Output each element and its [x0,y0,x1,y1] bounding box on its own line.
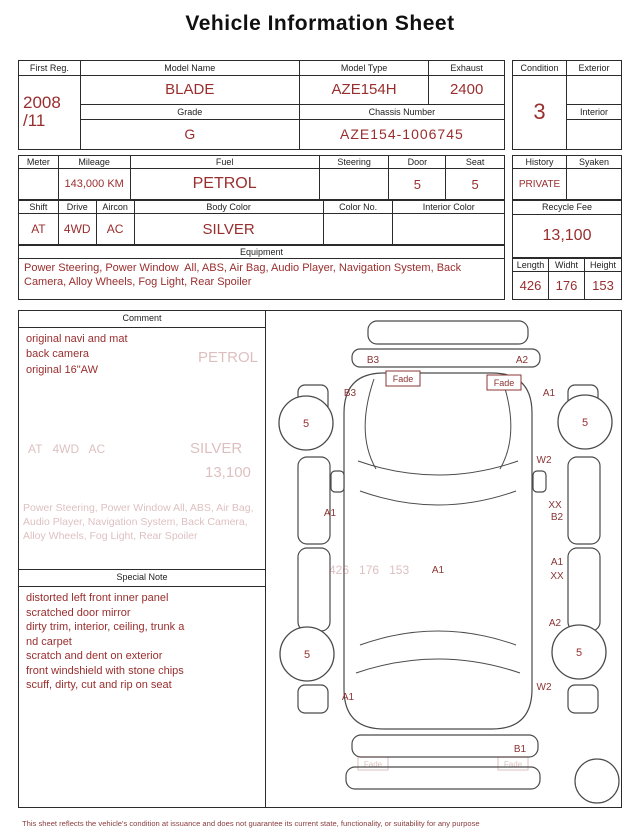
ghost-height: 153 [389,563,410,577]
damage-label-fade-ghost: Fade [503,760,523,769]
comment-header: Comment [19,311,265,328]
right-mirror [533,471,546,492]
exterior-header: Exterior [567,61,621,76]
special-note-line: dirty trim, interior, ceiling, trunk a [26,621,185,634]
width-value: 176 [549,272,585,299]
left-rear-door-panel [298,548,330,631]
body-color-header: Body Color [135,201,324,214]
width-header: Widht [549,259,585,272]
tread-depth-label: 5 [575,647,583,659]
equipment-header: Equipment [19,246,504,259]
exhaust-header: Exhaust [429,61,504,76]
history-header: History [513,156,567,169]
interior-header: Interior [567,105,621,120]
ghost-equipment: Power Steering, Power Window All, ABS, Air Bag, Audio Player, Navigation System, Back Camera, Alloy Wheels, Fog Light, Rear Spoiler [23,502,254,543]
tread-depth-label: 5 [581,417,589,429]
history-table [512,155,622,200]
length-value: 426 [513,272,549,299]
mileage-value: 143,000 KM [59,169,131,199]
ghost-drive: 4WD [52,442,80,456]
damage-label-b3: B3 [366,355,380,366]
damage-label-fade: Fade [493,378,515,388]
steering-value [320,169,390,199]
damage-label-b2: B2 [550,512,564,523]
equipment-value: Power Steering, Power Window All, ABS, Air Bag, Audio Player, Navigation System, Back Camera, Alloy Wheels, Fog Light, Rear Spoiler [24,261,465,288]
tread-depth-label: 5 [303,649,311,661]
height-value: 153 [592,278,614,294]
car-damage-diagram [266,311,621,807]
drive-header: Drive [59,201,97,214]
first-reg-value [19,76,81,149]
fuel-header: Fuel [131,156,320,169]
syaken-value [567,169,621,199]
page-title: Vehicle Information Sheet [185,12,455,35]
spare-tire [575,759,619,803]
damage-label-a1: A1 [542,388,556,399]
seat-value: 5 [471,176,479,192]
recycle-fee-value: 13,100 [542,226,592,244]
spec-table-1 [18,155,505,200]
model-name-header: Model Name [81,61,300,76]
comment-line: back camera [26,348,89,361]
special-note-line: scuff, dirty, cut and rip on seat [26,679,172,692]
interior-color-value [393,214,504,244]
meter-header: Meter [19,156,59,169]
left-front-door-panel [298,457,330,544]
rear-bumper [352,735,538,757]
aircon-header: Aircon [97,201,135,214]
damage-label-b3: B3 [343,388,357,399]
ghost-recycle-fee: 13,100 [205,464,251,481]
mileage-header: Mileage [59,156,131,169]
color-no-value [324,214,394,244]
ghost-body-color: SILVER [190,440,243,457]
ghost-width: 176 [359,563,380,577]
model-type-header: Model Type [300,61,429,76]
damage-label-fade: Fade [392,374,414,384]
fuel-value: PETROL [131,169,320,199]
exterior-value [567,76,621,105]
spec-table-2 [18,200,505,245]
chassis-number-header: Chassis Number [300,105,504,120]
damage-label-fade-ghost: Fade [363,760,383,769]
first-reg-header: First Reg. [19,61,81,76]
footer-disclaimer: This sheet reflects the vehicle's condition at issuance and does not guarantee its current state, functionality, or suitability for any purpose [22,819,480,828]
recycle-fee-table [512,200,622,258]
history-value: PRIVATE [513,169,567,199]
left-rear-fender-panel [298,685,328,713]
exhaust-value: 2400 [429,76,504,105]
height-header: Height [585,259,621,272]
right-rear-door-panel [568,548,600,631]
right-front-door-panel [568,457,600,544]
dimensions-table [512,258,622,300]
equipment-table [18,245,505,300]
damage-label-w2: W2 [536,682,552,693]
condition-table [512,60,622,150]
first-reg-year: 2008 [23,93,61,113]
comment-line: original 16"AW [26,363,98,376]
special-note-text [19,586,265,698]
comment-line: original navi and mat [26,333,128,345]
shift-value: AT [19,214,59,244]
car-body-outline [341,373,532,729]
length-header: Length [513,259,549,272]
damage-label-a2: A2 [515,355,529,366]
recycle-fee-header: Recycle Fee [513,201,621,215]
special-note-line: scratch and dent on exterior [26,650,163,663]
interior-color-header: Interior Color [393,201,504,214]
first-reg-month: /11 [23,111,46,131]
special-note-line: distorted left front inner panel [26,592,169,604]
condition-header: Condition [513,61,567,76]
door-header: Door [389,156,446,169]
meter-value [19,169,59,199]
ghost-length: 426 [329,563,350,577]
notes-column [19,311,266,807]
damage-label-a2: A2 [548,618,562,629]
chassis-number-value: AZE154-1006745 [340,126,464,143]
special-note-header: Special Note [19,569,265,587]
left-mirror [331,471,344,492]
front-cowl-panel [352,349,540,367]
front-bumper [368,321,528,344]
tread-depth-label: 5 [302,418,310,430]
drive-value: 4WD [59,214,97,244]
damage-label-a1: A1 [341,692,355,703]
grade-header: Grade [81,105,300,120]
model-type-value: AZE154H [300,76,429,105]
damage-label-b1: B1 [513,744,527,755]
interior-value [567,120,621,149]
registration-table [18,60,505,150]
body-color-value: SILVER [135,214,324,244]
special-note-line: scratched door mirror [26,606,131,619]
main-body [18,310,622,808]
special-note-line: front windshield with stone chips [26,664,184,677]
damage-label-a1: A1 [323,508,337,519]
ghost-shift: AT [28,442,43,456]
damage-label-xx: XX [550,571,564,582]
special-note-line: nd carpet [26,635,72,648]
right-rear-fender-panel [568,685,598,713]
syaken-header: Syaken [567,156,621,169]
comment-text [19,327,265,383]
damage-label-a1: A1 [431,565,445,576]
damage-label-xx: XX [548,500,562,511]
steering-header: Steering [320,156,390,169]
seat-header: Seat [446,156,504,169]
ghost-aircon: AC [88,442,106,456]
model-name-value: BLADE [81,76,300,105]
color-no-header: Color No. [324,201,394,214]
aircon-value: AC [97,214,135,244]
door-value: 5 [389,169,446,199]
grade-value: G [81,120,300,149]
condition-value: 3 [513,76,567,149]
damage-label-a1: A1 [550,557,564,568]
ghost-fuel: PETROL [198,349,259,366]
shift-header: Shift [19,201,59,214]
damage-label-w2: W2 [536,455,552,466]
